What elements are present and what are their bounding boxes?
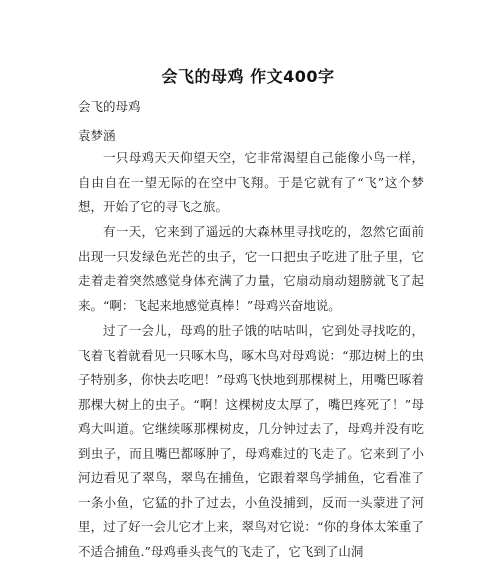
paragraph-1: 一只母鸡天天仰望天空，它非常渴望自己能像小鸟一样，自由自在一望无际的在空中飞翔。于是它就有了“飞”这个梦想，开始了它的寻飞之旅。	[78, 150, 424, 214]
essay-subtitle: 会飞的母鸡	[78, 99, 141, 114]
document-title: 会飞的母鸡 作文400字	[161, 67, 335, 86]
paragraph-2: 有一天，它来到了遥远的大森林里寻找吃的，忽然它面前出现一只发绿色光芒的虫子，它一口把虫子吃进了肚子里，它走着走着突然感觉身体充满了力量，它扇动扇动翅膀就飞了起来。“啊：飞起来地感觉真棒！”母鸡兴奋地说。	[78, 224, 424, 313]
author-name: 袁梦涵	[78, 128, 116, 143]
paragraph-3: 过了一会儿，母鸡的肚子饿的咕咕叫，它到处寻找吃的，飞着飞着就看见一只啄木鸟，啄木鸟对母鸡说：“那边树上的虫子特别多，你快去吃吧！”母鸡飞快地到那棵树上，用嘴巴啄着那棵大树上的虫子。“啊！这棵树皮太厚了，嘴巴疼死了！”母鸡大叫道。它继续啄那棵树皮，几分钟过去了，母鸡并没有吃到虫子，而且嘴巴都啄肿了，母鸡难过的飞走了。它来到了小河边看见了翠鸟，翠鸟在捕鱼，它跟着翠鸟学捕鱼，它看准了一条小鱼，它猛的扑了过去，小鱼没捕到，反而一头蒙进了河里，过了好一会儿它才上来，翠鸟对它说：“你的身体太笨重了不适合捕鱼.”母鸡垂头丧气的飞走了，它飞到了山洞	[78, 323, 424, 559]
